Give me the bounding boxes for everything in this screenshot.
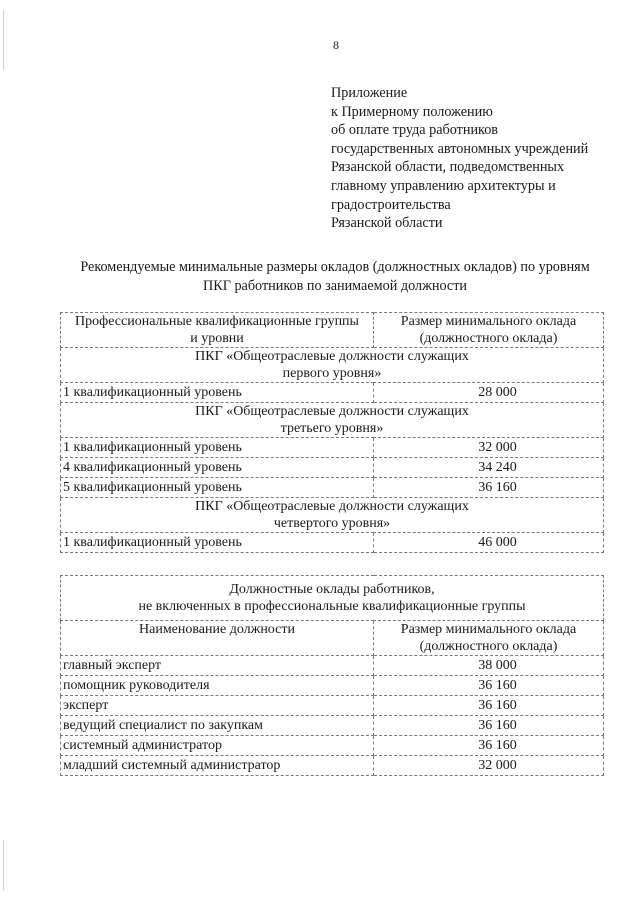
page-number: 8: [333, 38, 339, 52]
position-cell: помощник руководителя: [61, 676, 374, 696]
table-row: [61, 656, 604, 676]
table-row: [61, 458, 604, 478]
table-title-row: [61, 576, 604, 621]
salary-cell: 36 160: [374, 478, 604, 498]
pkg-salary-table: [60, 312, 604, 553]
salary-cell: 38 000: [374, 656, 604, 676]
scan-edge-mark: [3, 840, 4, 890]
salary-cell: 36 160: [374, 676, 604, 696]
position-cell: младший системный администратор: [61, 756, 374, 776]
appendix-line: Рязанской области: [331, 215, 443, 232]
table-row: [61, 438, 604, 458]
level-cell: 1 квалификационный уровень: [61, 438, 374, 458]
appendix-line: градостроительства: [331, 196, 451, 213]
table-row: [61, 533, 604, 553]
salary-cell: 36 160: [374, 716, 604, 736]
salary-cell: 34 240: [374, 458, 604, 478]
position-cell: системный администратор: [61, 736, 374, 756]
level-cell: 1 квалификационный уровень: [61, 533, 374, 553]
salary-cell: 46 000: [374, 533, 604, 553]
appendix-line: государственных автономных учреждений: [331, 140, 589, 157]
table-row: [61, 756, 604, 776]
header-cell-salary: Размер минимального оклада (должностного оклада): [374, 313, 604, 348]
heading-line: ПКГ работников по занимаемой должности: [202, 277, 467, 294]
scan-edge-mark: [3, 10, 4, 70]
table-row: [61, 696, 604, 716]
heading-line: Рекомендуемые минимальные размеры окладов (должностных окладов) по уровням: [80, 259, 590, 275]
level-cell: 4 квалификационный уровень: [61, 458, 374, 478]
appendix-line: об оплате труда работников: [331, 122, 499, 139]
table-header-row: [61, 621, 604, 656]
table-row: [61, 676, 604, 696]
salary-cell: 32 000: [374, 756, 604, 776]
salary-cell: 36 160: [374, 696, 604, 716]
level-cell: 5 квалификационный уровень: [61, 478, 374, 498]
table-row: [61, 736, 604, 756]
group-title-row: [61, 498, 604, 533]
header-cell-salary: Размер минимального оклада (должностного оклада): [374, 621, 604, 656]
header-cell-groups: Профессиональные квалификационные группы и уровни: [61, 313, 374, 348]
non-pkg-salary-table: [60, 575, 604, 776]
salary-cell: 32 000: [374, 438, 604, 458]
table-row: [61, 478, 604, 498]
group-title: ПКГ «Общеотраслевые должности служащих третьего уровня»: [61, 403, 604, 438]
header-cell-position: Наименование должности: [61, 621, 374, 656]
document-heading: [40, 258, 630, 295]
table-header-row: [61, 313, 604, 348]
table-row: [61, 716, 604, 736]
salary-cell: 36 160: [374, 736, 604, 756]
appendix-line: Приложение: [331, 85, 408, 101]
appendix-line: Рязанской области, подведомственных: [331, 159, 565, 176]
position-cell: главный эксперт: [61, 656, 374, 676]
salary-cell: 28 000: [374, 383, 604, 403]
position-cell: эксперт: [61, 696, 374, 716]
appendix-line: главному управлению архитектуры и: [331, 177, 556, 194]
appendix-header: [331, 84, 588, 233]
table-title: Должностные оклады работников, не включенных в профессиональные квалификационные группы: [61, 576, 604, 621]
group-title-row: [61, 348, 604, 383]
group-title: ПКГ «Общеотраслевые должности служащих четвертого уровня»: [61, 498, 604, 533]
level-cell: 1 квалификационный уровень: [61, 383, 374, 403]
group-title: ПКГ «Общеотраслевые должности служащих первого уровня»: [61, 348, 604, 383]
table-row: [61, 383, 604, 403]
position-cell: ведущий специалист по закупкам: [61, 716, 374, 736]
appendix-line: к Примерному положению: [331, 103, 493, 120]
group-title-row: [61, 403, 604, 438]
